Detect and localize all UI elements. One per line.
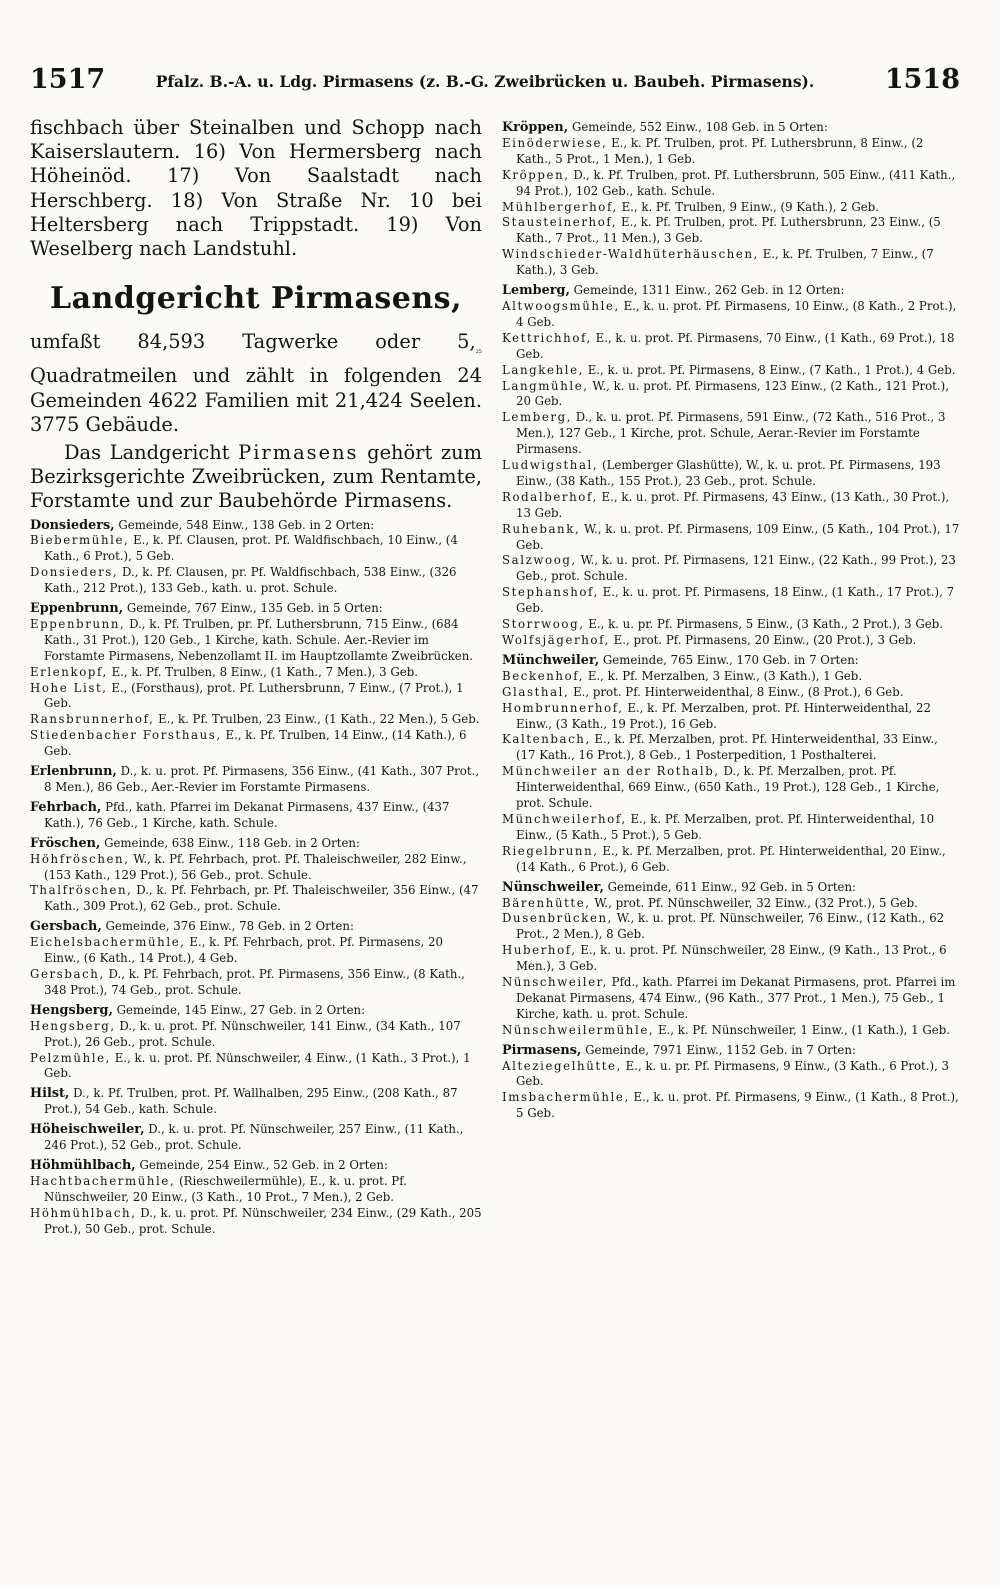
place-entry (502, 136, 960, 168)
place-detail: W., k. u. prot. Pf. Nünschweiler, 76 Einw., (12 Kath., 62 Prot., 2 Men.), 8 Geb. (516, 911, 945, 942)
place-entry (30, 852, 482, 884)
municipality-name: Gersbach, (30, 919, 102, 935)
place-entry (502, 1059, 960, 1091)
place-entry (30, 565, 482, 597)
place-entry (30, 935, 482, 967)
place-name: Huberhof, (502, 943, 577, 958)
place-detail: Pfd., kath. Pfarrei im Dekanat Pirmasens, prot. Pfarrei im Dekanat Pirmasens, 474 Einw., (96 Kath., 377 Prot., 1 Men.), 75 Geb., 1 Kirche, kath. u. prot. Schule. (516, 975, 956, 1021)
place-name: Dusenbrücken, (502, 911, 614, 926)
place-name: Nünschweiler, (502, 975, 608, 990)
place-entry (502, 911, 960, 943)
municipality-name: Münchweiler, (502, 652, 600, 668)
municipality-entry (30, 764, 482, 796)
place-entry (30, 1051, 482, 1083)
place-detail: W., k. u. prot. Pf. Pirmasens, 121 Einw., (22 Kath., 99 Prot.), 23 Geb., prot. Schule. (516, 553, 956, 584)
place-name: Münchweiler an der Rothalb, (502, 764, 720, 779)
place-detail: D., k. Pf. Fehrbach, prot. Pf. Pirmasens, 356 Einw., (8 Kath., 348 Prot.), 74 Geb., prot. Schule. (44, 966, 465, 997)
place-detail: E., k. Pf. Merzalben, prot. Pf. Hinterweidenthal, 33 Einw., (17 Kath., 16 Prot.), 8 Geb., 1 Posterpedition, 1 Posthalterei. (516, 732, 938, 763)
place-name: Hengsberg, (30, 1018, 116, 1033)
place-detail: E., k. Pf. Trulben, 7 Einw., (7 Kath.), 3 Geb. (516, 247, 934, 278)
municipality-entry (30, 518, 482, 598)
municipality-name: Höheischweiler, (30, 1122, 145, 1138)
place-name: Stausteinerhof, (502, 215, 618, 230)
municipality-heading (30, 518, 482, 534)
place-detail: (Rieschweilermühle), E., k. u. prot. Pf. Nünschweiler, 20 Einw., (3 Kath., 10 Prot., 7 Men.), 2 Geb. (44, 1173, 407, 1204)
municipality-heading (502, 653, 960, 669)
place-name: Alteziegelhütte, (502, 1058, 622, 1073)
municipality-name: Pirmasens, (502, 1042, 582, 1058)
place-detail: W., k. Pf. Fehrbach, prot. Pf. Thaleischweiler, 282 Einw., (153 Kath., 129 Prot.), 56 Geb., prot. Schule. (44, 851, 467, 882)
municipality-heading (30, 919, 482, 935)
place-name: Langmühle, (502, 378, 589, 393)
place-entry (30, 1206, 482, 1238)
place-entry (502, 844, 960, 876)
place-name: Ludwigsthal, (502, 458, 599, 473)
place-detail: (Lemberger Glashütte), W., k. u. prot. Pf. Pirmasens, 193 Einw., (38 Kath., 155 Prot.), 23 Geb., prot. Schule. (516, 458, 941, 488)
place-entry (502, 896, 960, 912)
place-detail: E., k. Pf. Merzalben, prot. Pf. Hinterweidenthal, 20 Einw., (14 Kath., 6 Prot.), 6 Geb. (516, 843, 946, 874)
municipality-entry (502, 1043, 960, 1123)
place-name: Glasthal, (502, 684, 570, 699)
place-name: Höhmühlbach, (30, 1205, 137, 1220)
place-entry (502, 490, 960, 522)
place-detail: E., k. u. pr. Pf. Pirmasens, 5 Einw., (3 Kath., 2 Prot.), 3 Geb. (584, 617, 943, 632)
place-detail: E., prot. Pf. Pirmasens, 20 Einw., (20 Prot.), 3 Geb. (609, 633, 917, 647)
place-entry (502, 1023, 960, 1039)
municipality-entry (30, 836, 482, 916)
place-entry (502, 168, 960, 200)
municipality-detail: Gemeinde, 548 Einw., 138 Geb. in 2 Orten: (114, 517, 375, 532)
place-name: Donsieders, (30, 565, 119, 580)
place-detail: E., k. Pf. Clausen, prot. Pf. Waldfischbach, 10 Einw., (4 Kath., 6 Prot.), 5 Geb. (44, 533, 458, 564)
municipality-name: Fehrbach, (30, 799, 102, 815)
place-entry (502, 701, 960, 733)
municipality-heading (30, 764, 482, 796)
place-name: Hohe List, (30, 680, 108, 695)
municipality-name: Hengsberg, (30, 1002, 113, 1018)
place-detail: E., prot. Pf. Hinterweidenthal, 8 Einw., (8 Prot.), 6 Geb. (569, 684, 904, 699)
municipality-detail: D., k. u. prot. Pf. Pirmasens, 356 Einw., (41 Kath., 307 Prot., 8 Men.), 86 Geb., Aer.-Revier im Forstamte Pirmasens. (44, 764, 480, 795)
municipality-entry (502, 283, 960, 649)
place-detail: E., k. u. prot. Pf. Pirmasens, 9 Einw., (1 Kath., 8 Prot.), 5 Geb. (516, 1090, 959, 1121)
municipality-detail: Gemeinde, 552 Einw., 108 Geb. in 5 Orten: (568, 120, 828, 134)
running-title: Pfalz. B.-A. u. Ldg. Pirmasens (z. B.-G. Zweibrücken u. Baubeh. Pirmasens). (155, 72, 815, 91)
place-name: Ruhebank, (502, 521, 581, 536)
intro2-a: Das Landgericht (64, 440, 239, 464)
page-header (30, 64, 960, 104)
intro-post: Quadratmeilen und zählt in folgenden 24 Gemeinden 4622 Familien mit 21,424 Seelen. 3775 Gebäude. (30, 364, 482, 436)
place-entry (30, 728, 482, 760)
municipality-entry (502, 120, 960, 279)
municipality-detail: Gemeinde, 1311 Einw., 262 Geb. in 12 Orten: (569, 283, 845, 298)
place-entry (30, 1174, 482, 1206)
municipality-entry (30, 919, 482, 999)
place-name: Nünschweilermühle, (502, 1022, 655, 1037)
place-name: Stiedenbacher Forsthaus, (30, 728, 222, 743)
place-detail: W., k. u. prot. Pf. Pirmasens, 109 Einw., (5 Kath., 104 Prot.), 17 Geb. (516, 521, 960, 552)
municipality-heading (502, 880, 960, 896)
municipality-detail: Gemeinde, 638 Einw., 118 Geb. in 2 Orten: (100, 835, 360, 850)
place-name: Thalfröschen, (30, 883, 133, 898)
place-entry (30, 617, 482, 665)
place-detail: E., k. Pf. Merzalben, prot. Pf. Hinterweidenthal, 22 Einw., (3 Kath., 19 Prot.), 16 Geb. (516, 700, 931, 731)
municipality-name: Hilst, (30, 1086, 70, 1102)
place-detail: E., k. Pf. Trulben, 8 Einw., (1 Kath., 7 Men.), 3 Geb. (107, 664, 418, 679)
place-entry (502, 975, 960, 1023)
municipality-heading (502, 120, 960, 136)
place-detail: E., k. Pf. Trulben, 9 Einw., (9 Kath.), 2 Geb. (617, 199, 879, 214)
place-entry (502, 553, 960, 585)
place-detail: E., k. Pf. Trulben, prot. Pf. Luthersbrunn, 23 Einw., (5 Kath., 7 Prot., 11 Men.), 3 Geb. (516, 215, 941, 246)
place-entry (502, 617, 960, 633)
place-entry (502, 331, 960, 363)
municipality-detail: Gemeinde, 145 Einw., 27 Geb. in 2 Orten: (112, 1002, 366, 1017)
municipality-entry (30, 601, 482, 760)
municipality-entry (30, 1122, 482, 1154)
place-name: Ransbrunnerhof, (30, 712, 155, 727)
municipality-heading (30, 800, 482, 832)
place-name: Wolfsjägerhof, (502, 633, 610, 647)
place-entry (502, 669, 960, 685)
place-name: Hombrunnerhof, (502, 700, 624, 715)
place-name: Altwoogsmühle, (502, 298, 620, 313)
place-detail: E., k. Pf. Merzalben, 3 Einw., (3 Kath.), 1 Geb. (584, 668, 863, 683)
place-detail: E., k. u. prot. Pf. Pirmasens, 43 Einw., (13 Kath., 30 Prot.), 13 Geb. (516, 489, 950, 520)
place-detail: E., k. Pf. Trulben, prot. Pf. Luthersbrunn, 8 Einw., (2 Kath., 5 Prot., 1 Men.), 1 Geb. (516, 135, 924, 166)
place-detail: D., k. Pf. Fehrbach, pr. Pf. Thaleischweiler, 356 Einw., (47 Kath., 309 Prot.), 62 Geb., prot. Schule. (44, 883, 479, 914)
place-name: Münchweilerhof, (502, 811, 627, 826)
place-detail: E., k. u. prot. Pf. Pirmasens, 8 Einw., (7 Kath., 1 Prot.), 4 Geb. (584, 362, 956, 377)
place-name: Kröppen, (502, 167, 570, 182)
place-name: Einöderwiese, (502, 135, 608, 150)
municipality-name: Eppenbrunn, (30, 601, 124, 617)
place-name: Biebermühle, (30, 533, 130, 548)
place-entry (502, 363, 960, 379)
place-detail: E., k. Pf. Trulben, 14 Einw., (14 Kath.), 6 Geb. (44, 728, 467, 759)
place-name: Pelzmühle, (30, 1050, 112, 1065)
place-name: Kettrichhof, (502, 330, 592, 345)
place-detail: E., k. u. prot. Pf. Nünschweiler, 28 Einw., (9 Kath., 13 Prot., 6 Men.), 3 Geb. (516, 943, 947, 974)
right-municipality-list (502, 120, 960, 1122)
place-detail: D., k. Pf. Merzalben, prot. Pf. Hinterweidenthal, 669 Einw., (650 Kath., 19 Prot.), 128 Geb., 1 Kirche, prot. Schule. (516, 764, 940, 811)
municipality-entry (30, 1086, 482, 1118)
place-name: Eichelsbachermühle, (30, 935, 186, 950)
place-entry (30, 533, 482, 565)
municipality-detail: Gemeinde, 767 Einw., 135 Geb. in 5 Orten: (123, 601, 383, 616)
place-entry (502, 410, 960, 458)
place-name: Windschieder-Waldhüterhäuschen, (502, 247, 759, 262)
left-column (30, 116, 482, 1237)
place-entry (502, 247, 960, 279)
place-entry (30, 1019, 482, 1051)
place-detail: E., k. u. prot. Pf. Pirmasens, 10 Einw., (8 Kath., 2 Prot.), 4 Geb. (516, 298, 957, 329)
right-column (502, 116, 960, 1122)
place-detail: E., k. Pf. Fehrbach, prot. Pf. Pirmasens, 20 Einw., (6 Kath., 14 Prot.), 4 Geb. (44, 935, 443, 966)
municipality-heading (30, 1086, 482, 1118)
court-heading: Landgericht Pirmasens, (49, 281, 463, 317)
municipality-detail: D., k. Pf. Trulben, prot. Pf. Wallhalben, 295 Einw., (208 Kath., 87 Prot.), 54 Geb., kath. Schule. (44, 1086, 458, 1117)
court-jurisdiction (30, 441, 482, 514)
intro2-b: gehört zum Bezirksgerichte Zweibrücken, zum Rentamte, Forstamte und zur Baubehörde Pirmasens. (30, 440, 482, 513)
municipality-name: Lemberg, (502, 283, 570, 299)
municipality-name: Donsieders, (30, 517, 115, 533)
place-name: Lemberg, (502, 410, 573, 425)
place-name: Salzwoog, (502, 553, 577, 568)
place-entry (30, 681, 482, 713)
place-name: Storrwoog, (502, 617, 585, 632)
place-detail: D., k. Pf. Trulben, pr. Pf. Luthersbrunn, 715 Einw., (684 Kath., 31 Prot.), 120 Geb., 1 Kirche, kath. Schule. Aer.-Revier im Forstamte Pirmasens, Nebenzollamt II. im Hauptzollamte Zweibrücken. (44, 616, 474, 663)
place-name: Erlenkopf, (30, 664, 108, 679)
place-entry (502, 732, 960, 764)
municipality-heading (502, 283, 960, 299)
place-name: Langkehle, (502, 362, 584, 377)
municipality-detail: D., k. u. prot. Pf. Nünschweiler, 257 Einw., (11 Kath., 246 Prot.), 52 Geb., prot. Schule. (44, 1122, 464, 1153)
municipality-entry (30, 1003, 482, 1083)
place-entry (502, 585, 960, 617)
place-entry (502, 200, 960, 216)
place-detail: E., k. u. prot. Pf. Pirmasens, 70 Einw., (1 Kath., 69 Prot.), 18 Geb. (516, 330, 955, 361)
place-entry (502, 299, 960, 331)
place-detail: D., k. Pf. Trulben, prot. Pf. Luthersbrunn, 505 Einw., (411 Kath., 94 Prot.), 102 Geb., kath. Schule. (516, 167, 956, 198)
place-entry (502, 764, 960, 812)
place-entry (30, 883, 482, 915)
municipality-name: Höhmühlbach, (30, 1157, 136, 1173)
place-detail: D., k. u. prot. Pf. Nünschweiler, 234 Einw., (29 Kath., 205 Prot.), 50 Geb., prot. Schule. (44, 1205, 482, 1236)
place-entry (502, 379, 960, 411)
left-municipality-list (30, 518, 482, 1238)
place-detail: E., k. Pf. Trulben, 23 Einw., (1 Kath., 22 Men.), 5 Geb. (154, 712, 480, 727)
municipality-entry (30, 1158, 482, 1238)
municipality-heading (30, 1003, 482, 1019)
municipality-heading (502, 1043, 960, 1059)
court-intro (30, 330, 482, 437)
place-entry (502, 1090, 960, 1122)
place-detail: D., k. u. prot. Pf. Pirmasens, 591 Einw., (72 Kath., 516 Prot., 3 Men.), 127 Geb., 1 Kirche, prot. Schule, Aerar.-Revier im Forstamte Pirmasens. (516, 410, 946, 457)
municipality-entry (502, 653, 960, 876)
place-detail: E., k. Pf. Nünschweiler, 1 Einw., (1 Kath.), 1 Geb. (654, 1022, 950, 1037)
place-entry (502, 943, 960, 975)
municipality-name: Fröschen, (30, 835, 101, 851)
page-number-right: 1518 (884, 64, 960, 95)
place-detail: E., k. u. prot. Pf. Nünschweiler, 4 Einw., (1 Kath., 3 Prot.), 1 Geb. (44, 1050, 471, 1081)
place-entry (502, 685, 960, 701)
place-detail: D., k. Pf. Clausen, pr. Pf. Waldfischbach, 538 Einw., (326 Kath., 212 Prot.), 133 Geb., kath. u. prot. Schule. (44, 565, 457, 596)
place-name: Beckenhof, (502, 668, 585, 683)
municipality-detail: Gemeinde, 254 Einw., 52 Geb. in 2 Orten: (135, 1157, 388, 1172)
place-name: Gersbach, (30, 966, 105, 981)
place-name: Riegelbrunn, (502, 843, 599, 858)
place-detail: D., k. u. prot. Pf. Nünschweiler, 141 Einw., (34 Kath., 107 Prot.), 26 Geb., prot. Schule. (44, 1018, 461, 1049)
continued-text: fischbach über Steinalben und Schopp nach Kaiserslautern. 16) Von Hermersberg nach Höheinöd. 17) Von Saalstadt nach Herschberg. 18) Von Straße Nr. 10 bei Heltersberg nach Trippstadt. 19) Von Weselberg nach Landstuhl. (30, 116, 482, 261)
place-name: Hachtbachermühle, (30, 1173, 176, 1188)
intro-sub: 25 (475, 349, 482, 356)
place-entry (502, 458, 960, 490)
municipality-name: Nünschweiler, (502, 879, 604, 895)
municipality-heading (30, 601, 482, 617)
municipality-heading (30, 836, 482, 852)
place-detail: E., k. u. prot. Pf. Pirmasens, 18 Einw., (1 Kath., 17 Prot.), 7 Geb. (516, 585, 955, 616)
place-name: Stephanshof, (502, 585, 599, 600)
place-detail: W., k. u. prot. Pf. Pirmasens, 123 Einw., (2 Kath., 121 Prot.), 20 Geb. (516, 378, 949, 409)
municipality-entry (502, 880, 960, 1039)
place-entry (502, 633, 960, 649)
municipality-detail: Gemeinde, 7971 Einw., 1152 Geb. in 7 Orten: (581, 1042, 856, 1057)
place-name: Bärenhütte, (502, 895, 591, 910)
municipality-heading (30, 1122, 482, 1154)
page-number-left: 1517 (30, 64, 106, 95)
place-entry (502, 812, 960, 844)
place-detail: E., (Forsthaus), prot. Pf. Luthersbrunn, 7 Einw., (7 Prot.), 1 Geb. (44, 680, 464, 711)
municipality-name: Kröppen, (502, 120, 569, 135)
municipality-name: Erlenbrunn, (30, 764, 117, 780)
place-name: Eppenbrunn, (30, 616, 126, 631)
place-entry (502, 215, 960, 247)
municipality-entry (30, 800, 482, 832)
intro2-spaced: Pirmasens (238, 440, 359, 464)
municipality-detail: Gemeinde, 611 Einw., 92 Geb. in 5 Orten: (603, 879, 857, 894)
place-name: Mühlbergerhof, (502, 199, 618, 214)
place-entry (30, 967, 482, 999)
place-name: Imsbachermühle, (502, 1090, 630, 1105)
place-entry (30, 665, 482, 681)
municipality-heading (30, 1158, 482, 1174)
municipality-detail: Gemeinde, 765 Einw., 170 Geb. in 7 Orten: (599, 652, 859, 667)
place-name: Rodalberhof, (502, 489, 598, 504)
place-detail: E., k. u. pr. Pf. Pirmasens, 9 Einw., (3 Kath., 6 Prot.), 3 Geb. (516, 1058, 950, 1089)
place-name: Kaltenbach, (502, 732, 591, 747)
municipality-detail: Gemeinde, 376 Einw., 78 Geb. in 2 Orten: (101, 919, 354, 934)
municipality-detail: Pfd., kath. Pfarrei im Dekanat Pirmasens, 437 Einw., (437 Kath.), 76 Geb., 1 Kirche, kath. Schule. (44, 799, 450, 830)
place-name: Höhfröschen, (30, 851, 130, 866)
place-entry (30, 712, 482, 728)
place-detail: E., k. Pf. Merzalben, prot. Pf. Hinterweidenthal, 10 Einw., (5 Kath., 5 Prot.), 5 Geb. (516, 811, 935, 842)
place-detail: W., prot. Pf. Nünschweiler, 32 Einw., (32 Prot.), 5 Geb. (590, 895, 918, 910)
place-entry (502, 522, 960, 554)
intro-pre: umfaßt 84,593 Tagwerke oder 5, (30, 330, 476, 354)
